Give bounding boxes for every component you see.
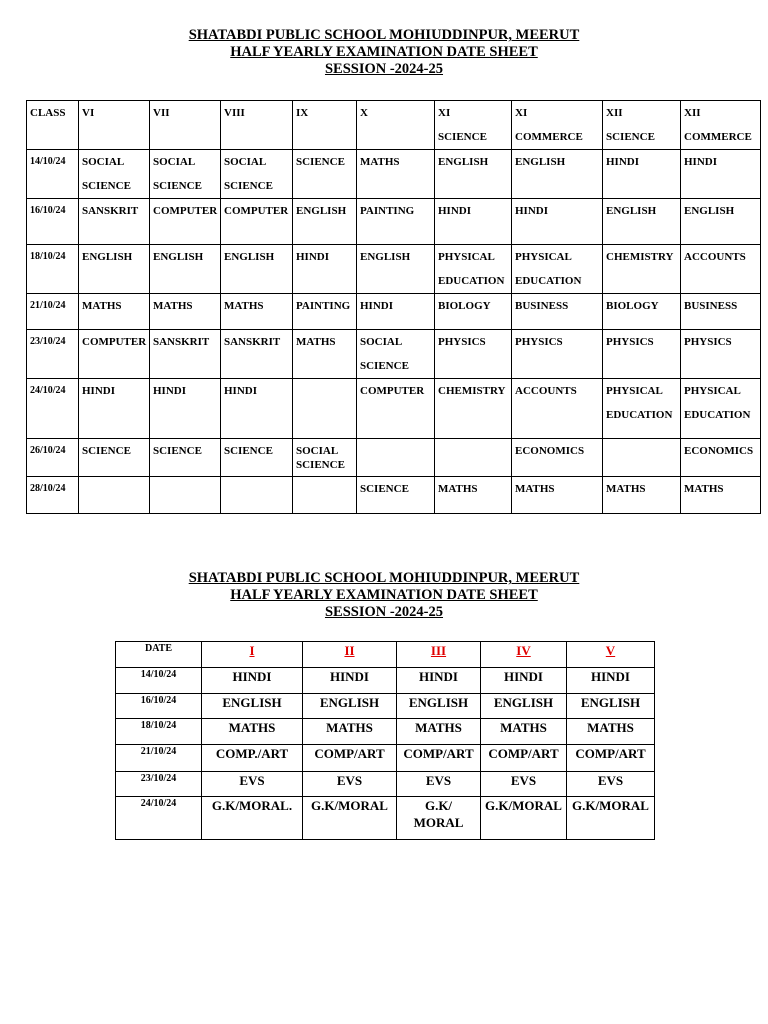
subject-cell: HINDI bbox=[481, 668, 567, 694]
subject-cell bbox=[435, 439, 512, 477]
subject-cell: MATHS bbox=[79, 294, 150, 330]
table-row bbox=[27, 379, 761, 439]
subject-cell: PHYSICS bbox=[603, 330, 681, 379]
table-row bbox=[116, 797, 655, 840]
subject-cell: BIOLOGY bbox=[603, 294, 681, 330]
subject-cell: COMPUTER bbox=[79, 330, 150, 379]
exam-date: 14/10/24 bbox=[116, 668, 202, 694]
subject-cell: SANSKRIT bbox=[221, 330, 293, 379]
subject-cell: MATHS bbox=[293, 330, 357, 379]
subject-cell: SOCIAL SCIENCE bbox=[357, 330, 435, 379]
subject-cell: ENGLISH bbox=[221, 245, 293, 294]
subject-cell: COMP/ART bbox=[397, 745, 481, 772]
subject-cell: ENGLISH bbox=[681, 199, 761, 245]
subject-cell: EVS bbox=[397, 772, 481, 797]
exam-date: 18/10/24 bbox=[116, 719, 202, 745]
column-header: X bbox=[357, 101, 435, 150]
subject-cell: SCIENCE bbox=[221, 439, 293, 477]
subject-cell: MATHS bbox=[512, 477, 603, 514]
subject-cell: SOCIAL SCIENCE bbox=[79, 150, 150, 199]
subject-cell bbox=[357, 439, 435, 477]
senior-date-sheet-table bbox=[26, 100, 761, 514]
table-row bbox=[27, 150, 761, 199]
table-header-row bbox=[27, 101, 761, 150]
junior-date-sheet-table bbox=[115, 641, 655, 840]
subject-cell: ENGLISH bbox=[603, 199, 681, 245]
subject-cell: MATHS bbox=[221, 294, 293, 330]
school-name: SHATABDI PUBLIC SCHOOL MOHIUDDINPUR, MEERUT bbox=[188, 27, 580, 43]
subject-cell: SOCIAL SCIENCE bbox=[221, 150, 293, 199]
date-sheet-heading-junior bbox=[0, 570, 768, 621]
subject-cell: HINDI bbox=[293, 245, 357, 294]
subject-cell: HINDI bbox=[603, 150, 681, 199]
exam-date: 16/10/24 bbox=[27, 199, 79, 245]
exam-title: HALF YEARLY EXAMINATION DATE SHEET bbox=[230, 44, 538, 60]
subject-cell: PHYSICS bbox=[435, 330, 512, 379]
subject-cell: G.K/MORAL bbox=[567, 797, 655, 840]
table-row bbox=[116, 745, 655, 772]
subject-cell: MATHS bbox=[303, 719, 397, 745]
subject-cell: G.K/MORAL. bbox=[202, 797, 303, 840]
class-column-header: III bbox=[397, 642, 481, 668]
table-row bbox=[116, 772, 655, 797]
subject-cell bbox=[79, 477, 150, 514]
subject-cell: EVS bbox=[481, 772, 567, 797]
table-row bbox=[116, 719, 655, 745]
subject-cell: G.K/MORAL bbox=[481, 797, 567, 840]
subject-cell: MATHS bbox=[603, 477, 681, 514]
subject-cell bbox=[150, 477, 221, 514]
subject-cell: MATHS bbox=[435, 477, 512, 514]
class-column-header: II bbox=[303, 642, 397, 668]
subject-cell: MATHS bbox=[202, 719, 303, 745]
exam-date: 24/10/24 bbox=[116, 797, 202, 840]
subject-cell: SOCIAL SCIENCE bbox=[150, 150, 221, 199]
subject-cell: HINDI bbox=[567, 668, 655, 694]
table-row bbox=[27, 199, 761, 245]
subject-cell: HINDI bbox=[79, 379, 150, 439]
class-column-header: I bbox=[202, 642, 303, 668]
subject-cell: HINDI bbox=[202, 668, 303, 694]
subject-cell bbox=[221, 477, 293, 514]
table-row bbox=[116, 668, 655, 694]
column-header: CLASS bbox=[27, 101, 79, 150]
subject-cell bbox=[293, 439, 357, 477]
subject-cell: ENGLISH bbox=[397, 694, 481, 719]
subject-cell: MATHS bbox=[481, 719, 567, 745]
subject-cell: MATHS bbox=[681, 477, 761, 514]
column-header: XII COMMERCE bbox=[681, 101, 761, 150]
column-header: XI COMMERCE bbox=[512, 101, 603, 150]
exam-date: 16/10/24 bbox=[116, 694, 202, 719]
subject-cell: ENGLISH bbox=[293, 199, 357, 245]
subject-cell: COMPUTER bbox=[150, 199, 221, 245]
school-name: SHATABDI PUBLIC SCHOOL MOHIUDDINPUR, MEERUT bbox=[188, 570, 580, 586]
subject-cell bbox=[603, 439, 681, 477]
subject-cell: PHYSICAL EDUCATION bbox=[512, 245, 603, 294]
subject-cell: PHYSICAL EDUCATION bbox=[435, 245, 512, 294]
subject-cell: ECONOMICS bbox=[512, 439, 603, 477]
subject-cell: HINDI bbox=[221, 379, 293, 439]
subject-cell: G.K/MORAL bbox=[303, 797, 397, 840]
column-header: VII bbox=[150, 101, 221, 150]
subject-cell: MATHS bbox=[357, 150, 435, 199]
subject-cell bbox=[293, 477, 357, 514]
exam-date: 21/10/24 bbox=[27, 294, 79, 330]
subject-cell: CHEMISTRY bbox=[435, 379, 512, 439]
class-column-header: V bbox=[567, 642, 655, 668]
exam-date: 18/10/24 bbox=[27, 245, 79, 294]
subject-cell: COMP/ART bbox=[481, 745, 567, 772]
subject-cell: COMPUTER bbox=[221, 199, 293, 245]
subject-cell: COMPUTER bbox=[357, 379, 435, 439]
session-title: SESSION -2024-25 bbox=[324, 61, 444, 77]
exam-date: 21/10/24 bbox=[116, 745, 202, 772]
subject-cell: ENGLISH bbox=[150, 245, 221, 294]
subject-cell: ENGLISH bbox=[435, 150, 512, 199]
subject-cell: ECONOMICS bbox=[681, 439, 761, 477]
exam-date: 24/10/24 bbox=[27, 379, 79, 439]
subject-cell: MATHS bbox=[150, 294, 221, 330]
subject-cell: ENGLISH bbox=[357, 245, 435, 294]
subject-cell: EVS bbox=[303, 772, 397, 797]
subject-cell: PHYSICAL EDUCATION bbox=[603, 379, 681, 439]
subject-cell: HINDI bbox=[512, 199, 603, 245]
subject-cell: SCIENCE bbox=[150, 439, 221, 477]
subject-cell: HINDI bbox=[303, 668, 397, 694]
subject-cell: HINDI bbox=[435, 199, 512, 245]
subject-cell: SANSKRIT bbox=[150, 330, 221, 379]
table-header-row bbox=[116, 642, 655, 668]
subject-cell: HINDI bbox=[397, 668, 481, 694]
subject-cell: MATHS bbox=[397, 719, 481, 745]
session-title: SESSION -2024-25 bbox=[324, 604, 444, 620]
subject-cell: ACCOUNTS bbox=[512, 379, 603, 439]
class-column-header: IV bbox=[481, 642, 567, 668]
exam-title: HALF YEARLY EXAMINATION DATE SHEET bbox=[230, 587, 538, 603]
subject-cell: ENGLISH bbox=[79, 245, 150, 294]
subject-cell: SCIENCE bbox=[357, 477, 435, 514]
subject-cell: EVS bbox=[202, 772, 303, 797]
subject-cell: ENGLISH bbox=[202, 694, 303, 719]
subject-text: SOCIAL SCIENCE bbox=[296, 445, 345, 471]
exam-date: 28/10/24 bbox=[27, 477, 79, 514]
table-row bbox=[27, 477, 761, 514]
table-row bbox=[27, 294, 761, 330]
subject-cell: BIOLOGY bbox=[435, 294, 512, 330]
table-row bbox=[27, 245, 761, 294]
subject-cell: BUSINESS bbox=[681, 294, 761, 330]
subject-cell: MATHS bbox=[567, 719, 655, 745]
subject-cell: PAINTING bbox=[293, 294, 357, 330]
subject-cell: ENGLISH bbox=[303, 694, 397, 719]
subject-cell: ENGLISH bbox=[567, 694, 655, 719]
exam-date: 14/10/24 bbox=[27, 150, 79, 199]
subject-cell: HINDI bbox=[357, 294, 435, 330]
subject-cell: G.K/ MORAL bbox=[397, 797, 481, 840]
table-row bbox=[116, 694, 655, 719]
subject-cell: EVS bbox=[567, 772, 655, 797]
column-header: VI bbox=[79, 101, 150, 150]
subject-cell: PHYSICAL EDUCATION bbox=[681, 379, 761, 439]
subject-cell: CHEMISTRY bbox=[603, 245, 681, 294]
subject-cell: BUSINESS bbox=[512, 294, 603, 330]
subject-cell: SCIENCE bbox=[79, 439, 150, 477]
column-header: IX bbox=[293, 101, 357, 150]
exam-date: 26/10/24 bbox=[27, 439, 79, 477]
subject-cell: COMP/ART bbox=[303, 745, 397, 772]
subject-cell: PHYSICS bbox=[512, 330, 603, 379]
date-column-header: DATE bbox=[116, 642, 202, 668]
column-header: VIII bbox=[221, 101, 293, 150]
subject-cell bbox=[293, 379, 357, 439]
subject-cell: SCIENCE bbox=[293, 150, 357, 199]
exam-date: 23/10/24 bbox=[27, 330, 79, 379]
subject-cell: COMP./ART bbox=[202, 745, 303, 772]
subject-cell: COMP/ART bbox=[567, 745, 655, 772]
column-header: XII SCIENCE bbox=[603, 101, 681, 150]
subject-cell: PHYSICS bbox=[681, 330, 761, 379]
subject-cell: HINDI bbox=[150, 379, 221, 439]
subject-cell: SANSKRIT bbox=[79, 199, 150, 245]
subject-cell: ACCOUNTS bbox=[681, 245, 761, 294]
subject-cell: PAINTING bbox=[357, 199, 435, 245]
table-row bbox=[27, 330, 761, 379]
table-row bbox=[27, 439, 761, 477]
date-sheet-heading-senior bbox=[0, 27, 768, 78]
subject-cell: ENGLISH bbox=[481, 694, 567, 719]
subject-cell: HINDI bbox=[681, 150, 761, 199]
subject-cell: ENGLISH bbox=[512, 150, 603, 199]
column-header: XI SCIENCE bbox=[435, 101, 512, 150]
exam-date: 23/10/24 bbox=[116, 772, 202, 797]
